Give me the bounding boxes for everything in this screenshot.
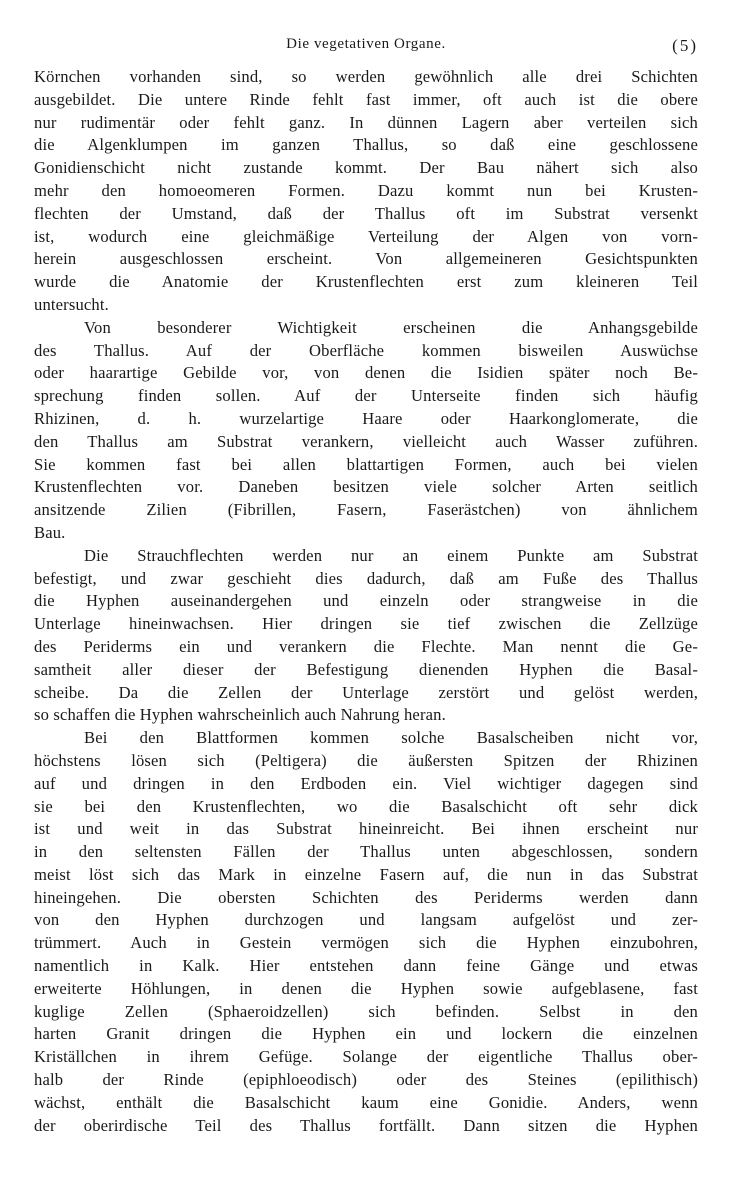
text-line: oder haarartige Gebilde vor, von denen die Isidien später noch Be- [34, 363, 698, 383]
text-line: herein ausgeschlossen erscheint. Von allgemeineren Gesichtspunkten [34, 249, 698, 269]
text-line: ausgebildet. Die untere Rinde fehlt fast immer, oft auch ist die obere [34, 89, 698, 109]
book-page [34, 36, 698, 1137]
text-line: mehr den homoeomeren Formen. Dazu kommt nun bei Krusten- [34, 180, 698, 200]
text-line: ist und weit in das Substrat hineinreicht. Bei ihnen erscheint nur [34, 819, 698, 839]
text-line: scheibe. Da die Zellen der Unterlage zerstört und gelöst werden, [34, 682, 698, 702]
page-number: (5) [672, 36, 698, 55]
text-line: des Thallus. Auf der Oberfläche kommen bisweilen Auswüchse [34, 340, 698, 360]
text-line: Bei den Blattformen kommen solche Basalscheiben nicht vor, [84, 728, 698, 748]
text-line: wächst, enthält die Basalschicht kaum eine Gonidie. Anders, wenn [34, 1092, 698, 1112]
text-line: die Algenklumpen im ganzen Thallus, so daß eine geschlossene [34, 135, 698, 155]
text-line: in den seltensten Fällen der Thallus unten abgeschlossen, sondern [34, 842, 698, 862]
text-line: so schaffen die Hyphen wahrscheinlich auch Nahrung heran. [34, 705, 446, 725]
text-line: Von besonderer Wichtigkeit erscheinen die Anhangsgebilde [84, 317, 698, 337]
running-head [34, 36, 698, 60]
text-line: Kriställchen in ihrem Gefüge. Solange der eigentliche Thallus ober- [34, 1047, 698, 1067]
text-line: flechten der Umstand, daß der Thallus oft im Substrat versenkt [34, 203, 698, 223]
text-line: der oberirdische Teil des Thallus fortfällt. Dann sitzen die Hyphen [34, 1115, 698, 1135]
text-line: kuglige Zellen (Sphaeroidzellen) sich befinden. Selbst in den [34, 1001, 698, 1021]
text-line: nur rudimentär oder fehlt ganz. In dünnen Lagern aber verteilen sich [34, 112, 698, 132]
text-line: namentlich in Kalk. Hier entstehen dann feine Gänge und etwas [34, 956, 698, 976]
body-text [34, 66, 698, 1137]
text-line: meist löst sich das Mark in einzelne Fasern auf, die nun in das Substrat [34, 864, 698, 884]
text-line: sie bei den Krustenflechten, wo die Basalschicht oft sehr dick [34, 796, 698, 816]
text-line: ansitzende Zilien (Fibrillen, Fasern, Faserästchen) von ähnlichem [34, 500, 698, 520]
text-line: wurde die Anatomie der Krustenflechten erst zum kleineren Teil [34, 272, 698, 292]
text-line: Bau. [34, 522, 66, 542]
text-line: befestigt, und zwar geschieht dies dadurch, daß am Fuße des Thallus [34, 568, 698, 588]
text-line: sprechung finden sollen. Auf der Unterseite finden sich häufig [34, 386, 698, 406]
text-line: die Hyphen auseinandergehen und einzeln oder strangweise in die [34, 591, 698, 611]
text-line: harten Granit dringen die Hyphen ein und lockern die einzelnen [34, 1024, 698, 1044]
text-line: ist, wodurch eine gleichmäßige Verteilung der Algen von vorn- [34, 226, 698, 246]
text-line: Die Strauchflechten werden nur an einem Punkte am Substrat [84, 545, 698, 565]
text-line: Körnchen vorhanden sind, so werden gewöhnlich alle drei Schichten [34, 67, 698, 86]
text-line: trümmert. Auch in Gestein vermögen sich die Hyphen einzubohren, [34, 933, 698, 953]
running-title: Die vegetativen Organe. [286, 36, 446, 52]
text-line: den Thallus am Substrat verankern, vielleicht auch Wasser zuführen. [34, 431, 698, 451]
text-line: auf und dringen in den Erdboden ein. Viel wichtiger dagegen sind [34, 773, 698, 793]
text-line: Rhizinen, d. h. wurzelartige Haare oder Haarkonglomerate, die [34, 408, 698, 428]
text-line: Unterlage hineinwachsen. Hier dringen sie tief zwischen die Zellzüge [34, 614, 698, 634]
text-line: höchstens lösen sich (Peltigera) die äußersten Spitzen der Rhizinen [34, 750, 698, 770]
text-line: hineingehen. Die obersten Schichten des Periderms werden dann [34, 887, 698, 907]
text-line: untersucht. [34, 294, 109, 314]
text-line: samtheit aller dieser der Befestigung dienenden Hyphen die Basal- [34, 659, 698, 679]
text-line: halb der Rinde (epiphloeodisch) oder des Steines (epilithisch) [34, 1070, 698, 1090]
text-line: von den Hyphen durchzogen und langsam aufgelöst und zer- [34, 910, 698, 930]
text-line: des Periderms ein und verankern die Flechte. Man nennt die Ge- [34, 636, 698, 656]
text-line: Sie kommen fast bei allen blattartigen Formen, auch bei vielen [34, 454, 698, 474]
text-line: Krustenflechten vor. Daneben besitzen viele solcher Arten seitlich [34, 477, 698, 497]
text-line: Gonidienschicht nicht zustande kommt. Der Bau nähert sich also [34, 158, 698, 178]
text-line: erweiterte Höhlungen, in denen die Hyphen sowie aufgeblasene, fast [34, 978, 698, 998]
